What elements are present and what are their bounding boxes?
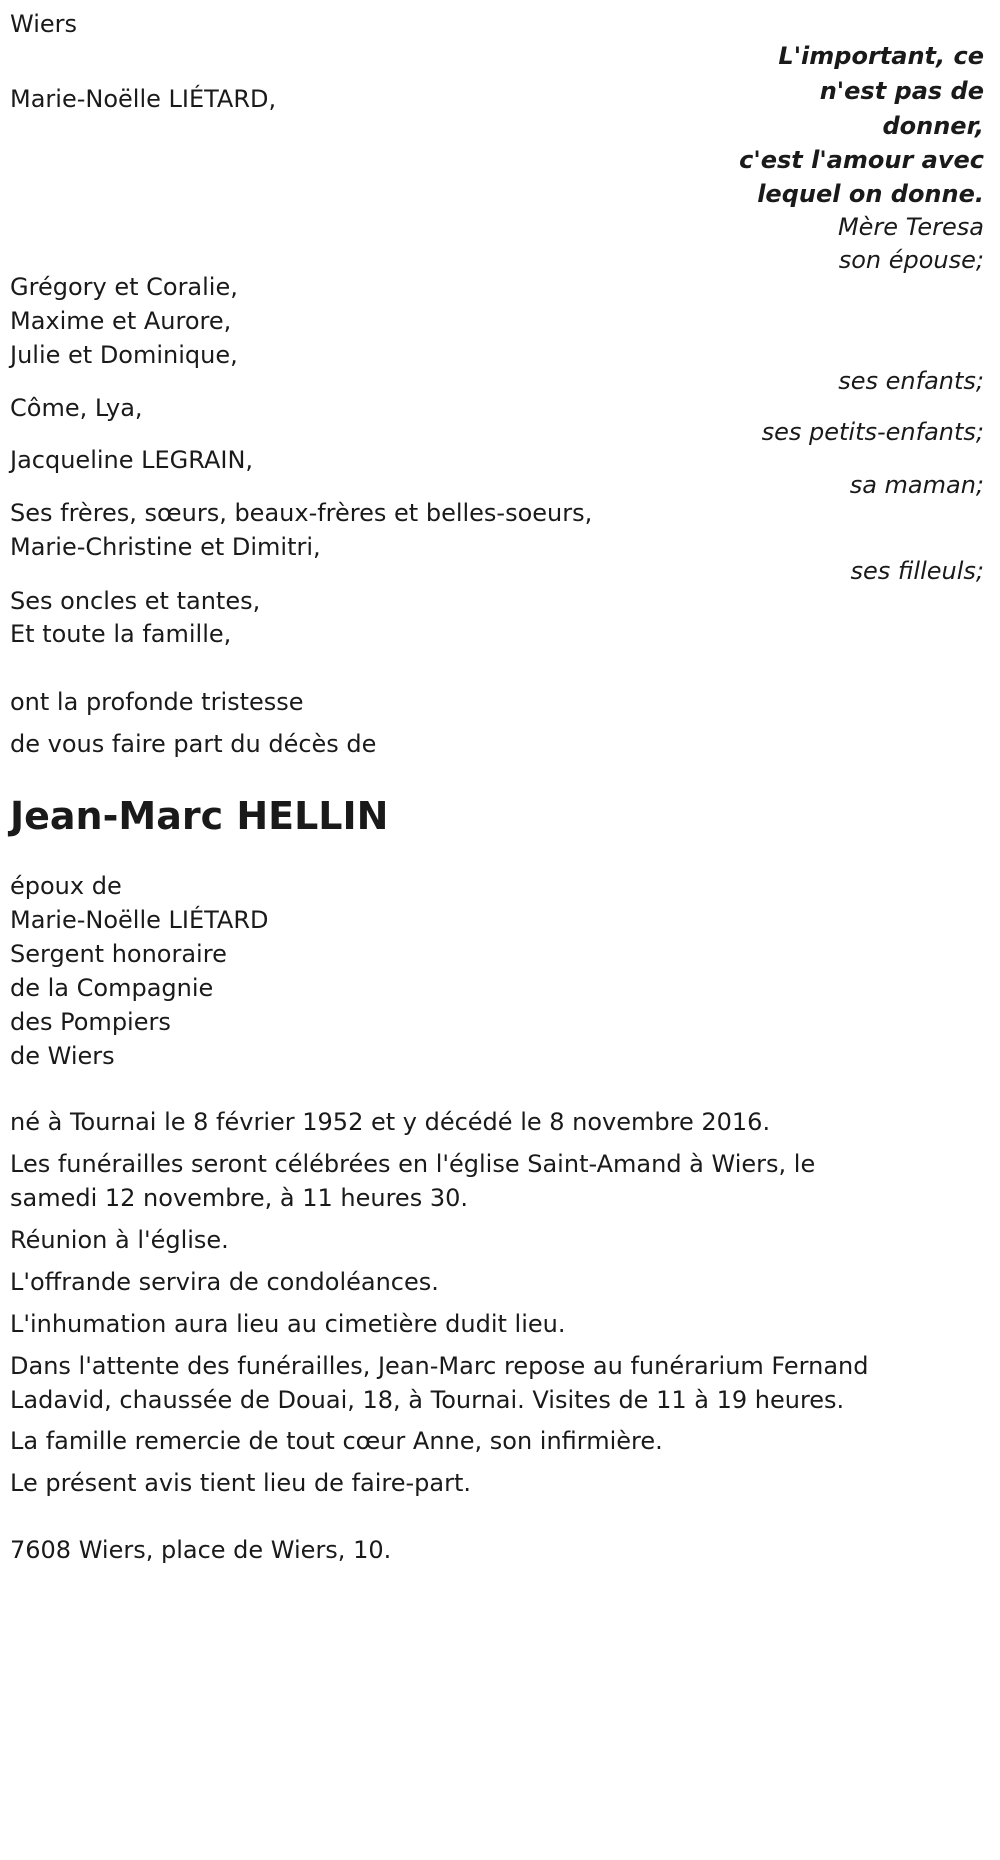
- title-line: de la Compagnie: [10, 974, 214, 1002]
- announcement-line: ont la profonde tristesse: [10, 688, 304, 716]
- spouse-relation: son épouse;: [838, 246, 984, 274]
- godchildren-names: Marie-Christine et Dimitri,: [10, 533, 321, 561]
- siblings-line: Ses frères, sœurs, beaux-frères et belles-soeurs,: [10, 499, 593, 527]
- child-couple: Grégory et Coralie,: [10, 273, 238, 301]
- deceased-name: Jean-Marc HELLIN: [10, 794, 389, 838]
- funeral-line: Les funérailles seront célébrées en l'église Saint-Amand à Wiers, le: [10, 1150, 816, 1178]
- mother-name: Jacqueline LEGRAIN,: [10, 446, 254, 474]
- rest-line: Ladavid, chaussée de Douai, 18, à Tournai. Visites de 11 à 19 heures.: [10, 1386, 845, 1414]
- godchildren-relation: ses filleuls;: [850, 557, 984, 585]
- title-line: de Wiers: [10, 1042, 115, 1070]
- funeral-line: samedi 12 novembre, à 11 heures 30.: [10, 1184, 468, 1212]
- quote-line: c'est l'amour avec: [739, 146, 984, 174]
- location-heading: Wiers: [10, 10, 78, 38]
- quote-line: L'important, ce: [778, 42, 984, 70]
- quote-line: donner,: [882, 112, 984, 140]
- grandchildren-relation: ses petits-enfants;: [761, 418, 984, 446]
- others-line: Et toute la famille,: [10, 620, 232, 648]
- offering-line: L'offrande servira de condoléances.: [10, 1268, 439, 1296]
- title-line: Sergent honoraire: [10, 940, 227, 968]
- birth-death-line: né à Tournai le 8 février 1952 et y décédé le 8 novembre 2016.: [10, 1108, 771, 1136]
- quote-line: n'est pas de: [819, 77, 984, 105]
- address-line: 7608 Wiers, place de Wiers, 10.: [10, 1536, 392, 1564]
- burial-line: L'inhumation aura lieu au cimetière dudit lieu.: [10, 1310, 566, 1338]
- grandchildren-names: Côme, Lya,: [10, 394, 143, 422]
- thanks-line: La famille remercie de tout cœur Anne, son infirmière.: [10, 1427, 663, 1455]
- title-line: époux de: [10, 872, 122, 900]
- meeting-line: Réunion à l'église.: [10, 1226, 229, 1254]
- quote-line: lequel on donne.: [757, 180, 984, 208]
- spouse-name: Marie-Noëlle LIÉTARD,: [10, 85, 277, 113]
- children-relation: ses enfants;: [838, 367, 984, 395]
- announcement-line: de vous faire part du décès de: [10, 730, 377, 758]
- notice-line: Le présent avis tient lieu de faire-part.: [10, 1469, 472, 1497]
- others-line: Ses oncles et tantes,: [10, 587, 261, 615]
- title-line: des Pompiers: [10, 1008, 171, 1036]
- mother-relation: sa maman;: [849, 471, 984, 499]
- rest-line: Dans l'attente des funérailles, Jean-Marc repose au funérarium Fernand: [10, 1352, 869, 1380]
- quote-author: Mère Teresa: [837, 213, 984, 241]
- child-couple: Maxime et Aurore,: [10, 307, 232, 335]
- child-couple: Julie et Dominique,: [10, 341, 238, 369]
- title-line: Marie-Noëlle LIÉTARD: [10, 906, 269, 934]
